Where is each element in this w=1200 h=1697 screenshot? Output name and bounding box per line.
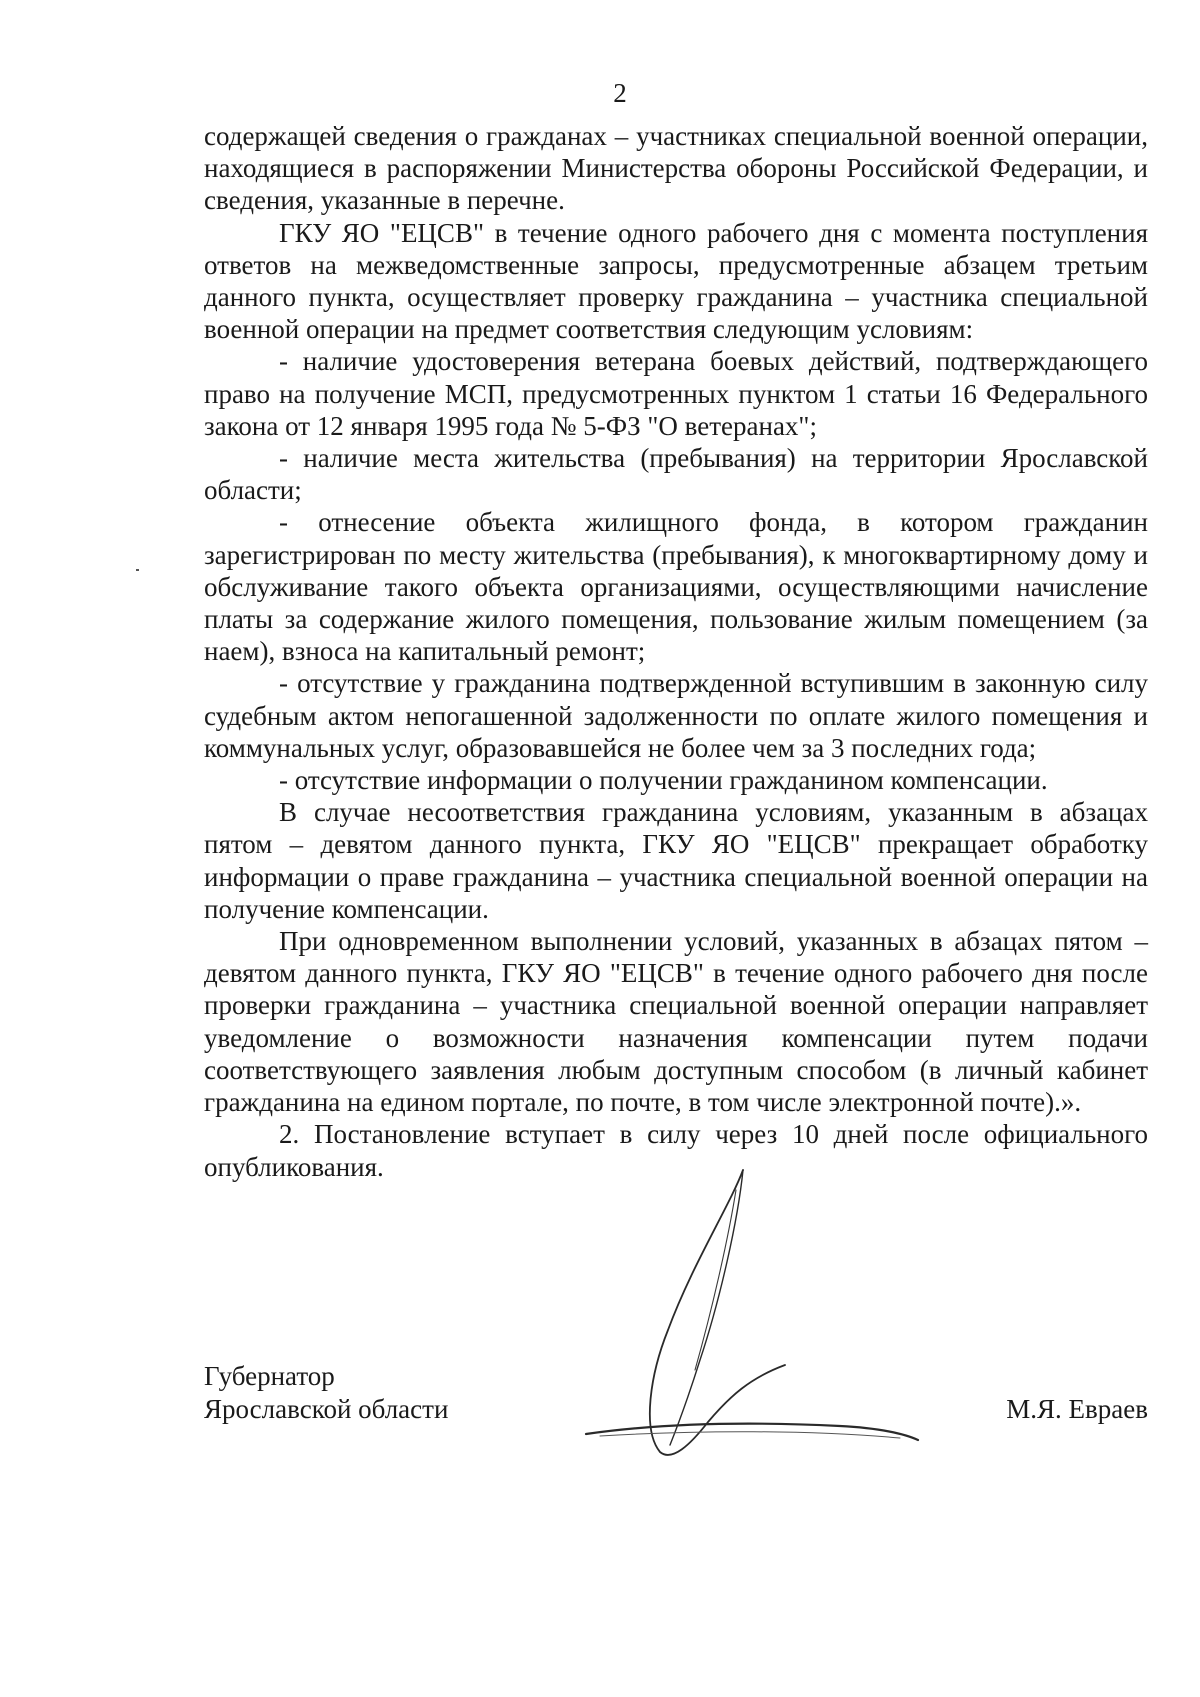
signatory-name: М.Я. Евраев: [1006, 1394, 1148, 1424]
signatory-title-line1: Губернатор: [204, 1361, 335, 1391]
paragraph-non-compliance: В случае несоответствия гражданина условиям, указанным в абзацах пятом – девятом данного пункта, ГКУ ЯО "ЕЦСВ" прекращает обработку информации о праве гражданина – участника специальной военной операции на получение компенсации.: [204, 797, 1148, 924]
condition-apartment-building: - отнесение объекта жилищного фонда, в котором гражданин зарегистрирован по месту жительства (пребывания), к многоквартирному дому и обслуживание такого объекта организациями, осуществляющими начисление платы за содержание жилого помещения, пользование жилым помещением (за наем), взноса на капитальный ремонт;: [204, 507, 1148, 667]
signatory-title-line2: Ярославской области: [204, 1393, 449, 1424]
page-number: 2: [613, 78, 627, 108]
handwritten-signature: [580, 1160, 980, 1490]
paragraph-continuation: содержащей сведения о гражданах – участниках специальной военной операции, находящиеся в распоряжении Министерства обороны Российской Федерации, и сведения, указанные в перечне.: [204, 121, 1148, 216]
condition-residence: - наличие места жительства (пребывания) на территории Ярославской области;: [204, 443, 1148, 506]
condition-veteran-certificate: - наличие удостоверения ветерана боевых действий, подтверждающего право на получение МСП, предусмотренных пунктом 1 статьи 16 Федерального закона от 12 января 1995 года № 5-ФЗ "О ветеранах";: [204, 346, 1148, 441]
condition-no-debt: - отсутствие у гражданина подтвержденной вступившим в законную силу судебным актом непогашенной задолженности по оплате жилого помещения и коммунальных услуг, образовавшейся не более чем за 3 последних года;: [204, 668, 1148, 763]
paragraph-verification: ГКУ ЯО "ЕЦСВ" в течение одного рабочего дня с момента поступления ответов на межведомственные запросы, предусмотренные абзацем третьим данного пункта, осуществляет проверку гражданина – участника специальной военной операции на предмет соответствия следующим условиям:: [204, 217, 1148, 345]
condition-no-compensation-info: - отсутствие информации о получении гражданином компенсации.: [279, 765, 1048, 796]
document-body: [204, 120, 1148, 1183]
paragraph-compliance-notice: При одновременном выполнении условий, указанных в абзацах пятом – девятом данного пункта, ГКУ ЯО "ЕЦСВ" в течение одного рабочего дня после проверки гражданина – участника специальной военной операции направляет уведомление о возможности назначения компенсации путем подачи соответствующего заявления любым доступным способом (в личный кабинет гражданина на едином портале, по почте, в том числе электронной почте).».: [204, 926, 1148, 1118]
scan-speck: [136, 569, 139, 571]
signatory-title: [204, 1360, 448, 1425]
paragraph-effective-date: 2. Постановление вступает в силу через 10 дней после официального опубликования.: [204, 1119, 1148, 1182]
